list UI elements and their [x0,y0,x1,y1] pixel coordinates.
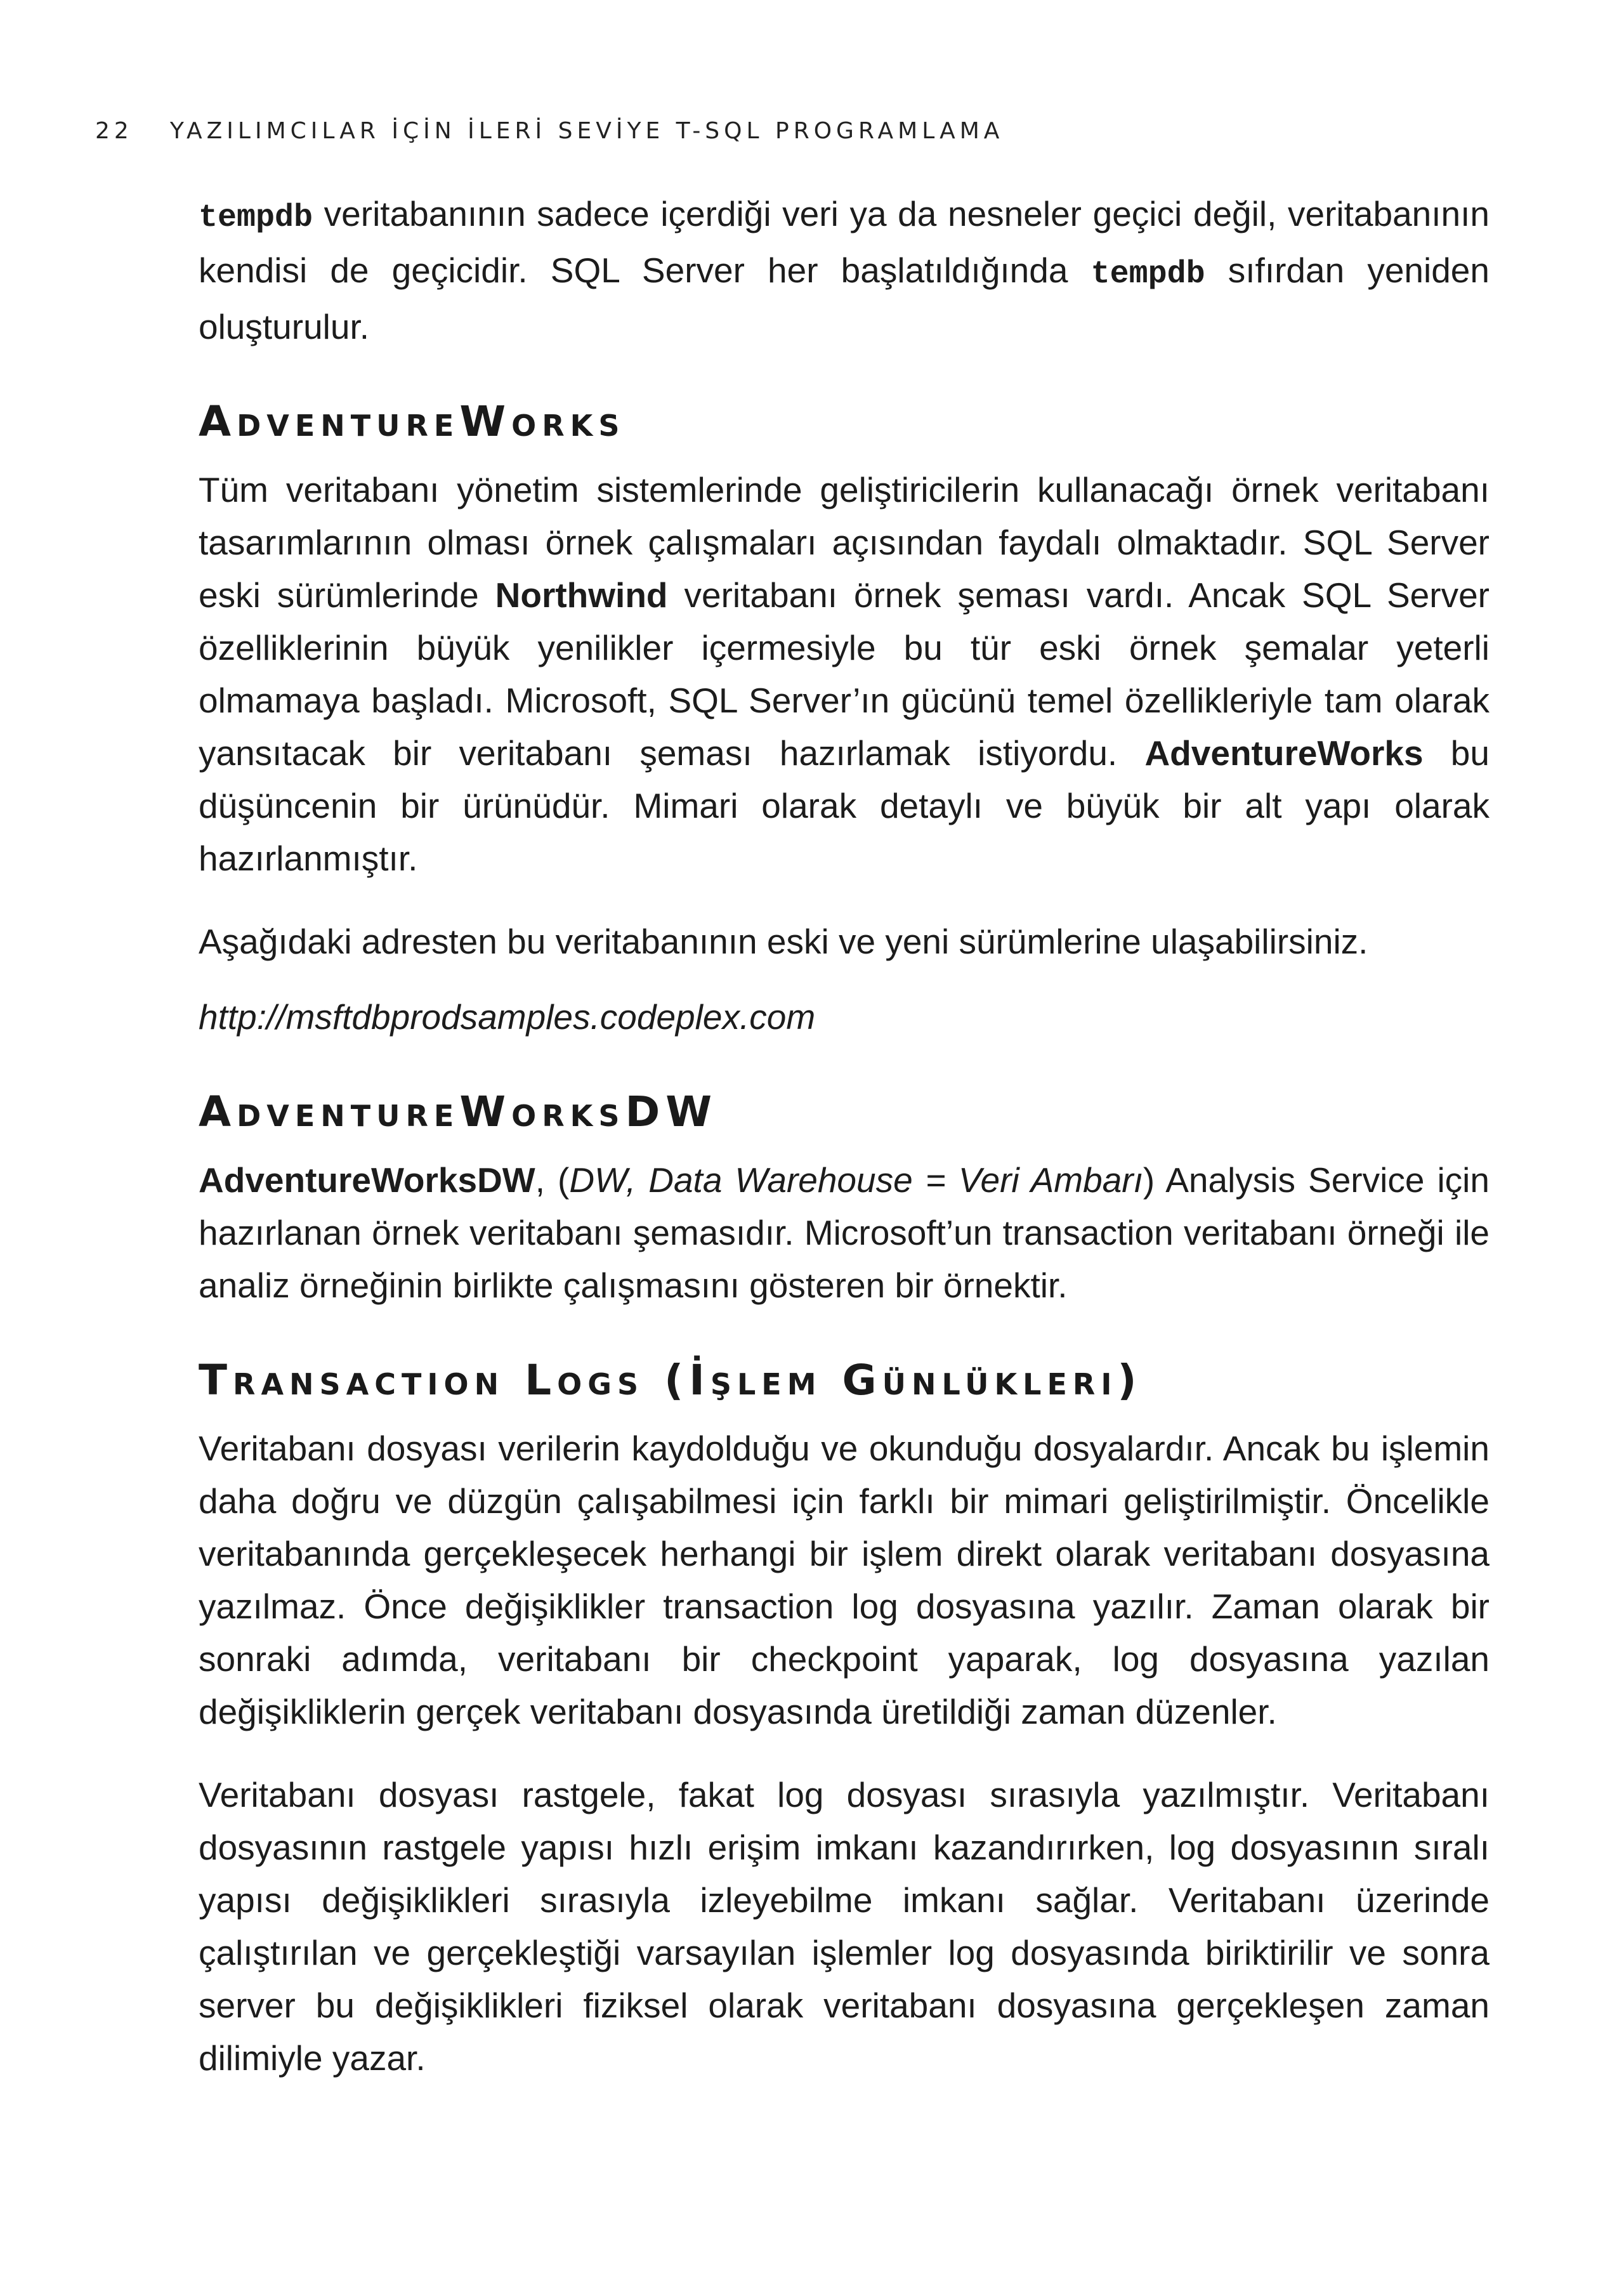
body-text: bu düşüncenin bir ürünüdür. Mimari olarak detaylı ve büyük bir alt yapı olarak hazırlanmıştır. [199,733,1490,878]
intro-text: veritabanının sadece içerdiği veri ya da nesneler geçici değil, veritabanının kendisi de geçicidir. SQL Server her başlatıldığında [199,194,1490,290]
bold-term: AdventureWorksDW [199,1160,535,1200]
intro-text: sıfırdan yeniden oluşturulur. [199,251,1490,346]
body-text: , ( [535,1160,570,1200]
adventureworks-paragraph [199,464,1490,885]
running-head [95,118,1004,144]
intro-paragraph [199,188,1490,353]
italic-term: DW, Data Warehouse = Veri Ambarı [569,1160,1143,1200]
adventureworks-download-paragraph: Aşağıdaki adresten bu veritabanının eski ve yeni sürümlerine ulaşabilirsiniz. [199,922,1368,961]
section-heading-transaction-logs: Transaction Logs (İşlem Günlükleri) [199,1356,1143,1405]
code-term: tempdb [199,200,313,236]
transaction-logs-paragraph-1: Veritabanı dosyası verilerin kaydolduğu ve okunduğu dosyalardır. Ancak bu işlemin daha doğru ve düzgün çalışabilmesi için farklı bir mimari geliştirilmiştir. Öncelikle veritabanında gerçekleşecek herhangi bir işlem direkt olarak veritabanı dosyasına yazılmaz. Önce değişiklikler transaction log dosyasına yazılır. Zaman olarak bir sonraki adımda, veritabanı bir checkpoint yaparak, log dosyasına yazılan değişikliklerin gerçek veritabanı dosyasında üretildiği zaman düzenler. [199,1429,1490,1731]
adventureworksdw-paragraph [199,1154,1490,1312]
page-number: 22 [95,118,133,144]
transaction-logs-paragraph-2: Veritabanı dosyası rastgele, fakat log dosyası sırasıyla yazılmıştır. Veritabanı dosyasının rastgele yapısı hızlı erişim imkanı kazandırırken, log dosyasının sıralı yapısı değişiklikleri sırasıyla izleyebilme imkanı sağlar. Veritabanı üzerinde çalıştırılan ve gerçekleştiği varsayılan işlemler log dosyasında biriktirilir ve sonra server bu değişiklikleri fiziksel olarak veritabanı dosyasına gerçekleşen zaman dilimiyle yazar. [199,1775,1490,2078]
section-heading-adventureworksdw: AdventureWorksDW [199,1087,718,1136]
body-text: veritabanı örnek şeması vardı. Ancak SQL Server özelliklerinin büyük yenilikler içermesiyle bu tür eski örnek şemalar yeterli olmamaya başladı. Microsoft, SQL Server’ın gücünü temel özellikleriyle tam olarak yansıtacak bir veritabanı şeması hazırlamak istiyordu. [199,575,1490,773]
download-url: http://msftdbprodsamples.codeplex.com [199,997,816,1037]
body-text: Tüm veritabanı yönetim sistemlerinde geliştiricilerin kullanacağı örnek veritabanı tasarımlarının olması örnek çalışmaları açısından faydalı olmaktadır. SQL Server eski sürümlerinde [199,470,1490,615]
body-text: ) Analysis Service için hazırlanan örnek veritabanı şemasıdır. Microsoft’un transaction veritabanı örneği ile analiz örneğinin birlikte çalışmasını gösteren bir örnektir. [199,1160,1490,1305]
section-heading-adventureworks: AdventureWorks [199,397,625,446]
bold-term: Northwind [495,575,668,615]
bold-term: AdventureWorks [1144,733,1424,773]
page-content [199,188,1490,2085]
book-title: YAZILIMCILAR İÇİN İLERİ SEVİYE T-SQL PROGRAMLAMA [169,118,1004,144]
code-term: tempdb [1090,256,1205,292]
